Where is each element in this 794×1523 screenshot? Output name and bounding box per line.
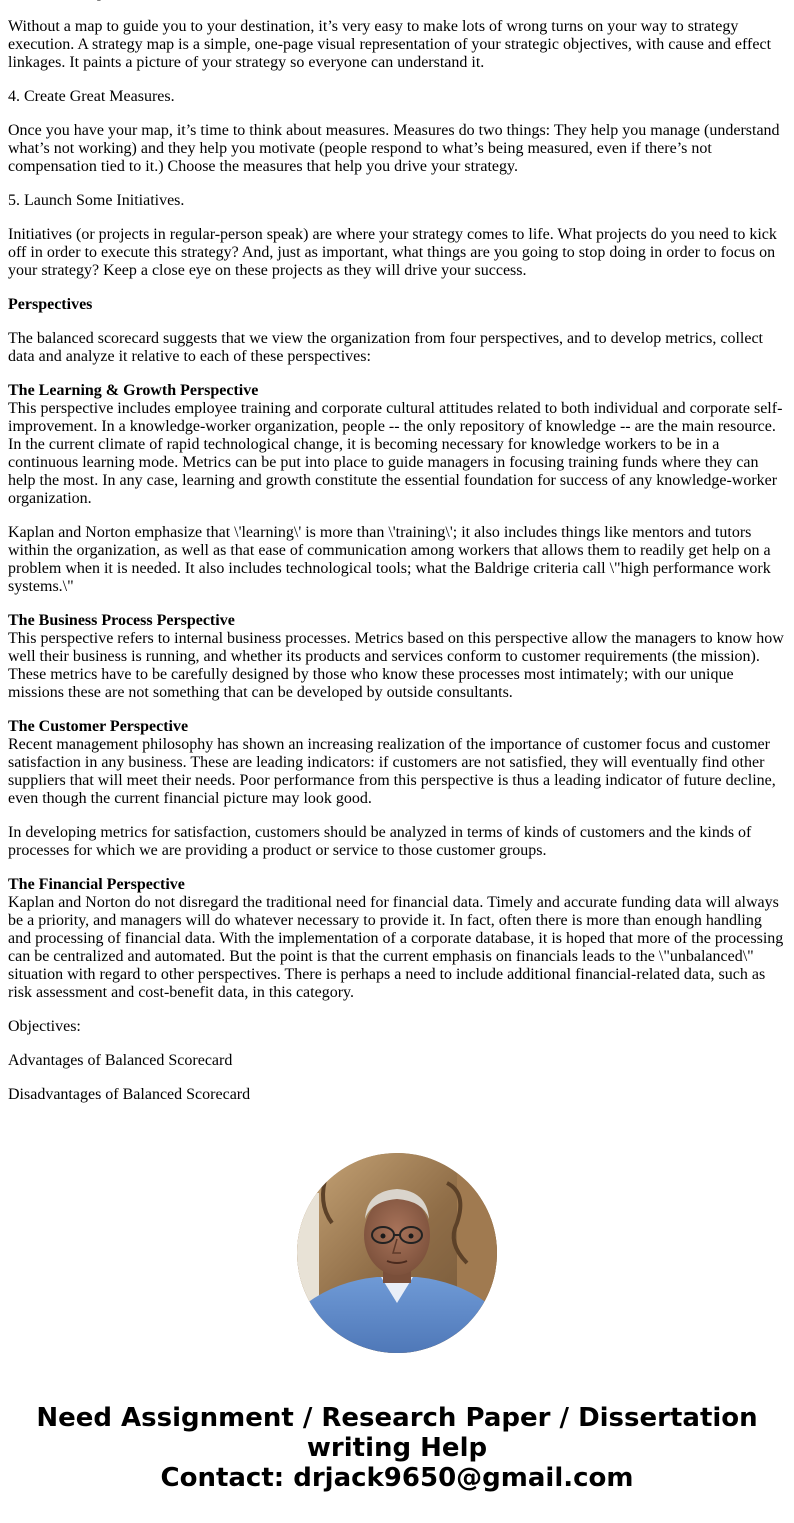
financial-section [8,876,786,1002]
step4-heading: 4. Create Great Measures. [8,88,175,105]
step3-partial [8,0,786,2]
article-body [8,0,786,1120]
author-portrait-image [297,1153,497,1353]
perspectives-intro: The balanced scorecard suggests that we view the organization from four perspectives, and to develop metrics, collect data and analyze it relative to each of these perspectives: [8,330,763,365]
customer-section [8,718,786,808]
cta-contact-line: Contact: drjack9650@gmail.com [160,1463,634,1493]
paragraph-initiatives: Initiatives (or projects in regular-person speak) are where your strategy comes to life. What projects do you need to kick off in order to execute this strategy? And, just as important, what things are you going to stop doing in order to focus on your strategy? Keep a close eye on these projects as they will drive your success. [8,226,777,279]
cta-line-1: Need Assignment / Research Paper / Dissertation [36,1403,758,1433]
learning-section [8,382,786,508]
step5-heading: 5. Launch Some Initiatives. [8,192,185,209]
financial-heading: The Financial Perspective [8,876,185,893]
advantages-label: Advantages of Balanced Scorecard [8,1052,233,1069]
learning-body-2: Kaplan and Norton emphasize that \'learning\' is more than \'training\'; it also includes things like mentors and tutors within the organization, as well as that ease of communication among workers that allows them to readily get help on a problem when it is needed. It also includes technological tools; what the Baldrige criteria call \"high performance work systems.\" [8,524,771,595]
financial-body: Kaplan and Norton do not disregard the traditional need for financial data. Timely and accurate funding data will always be a priority, and managers will do whatever necessary to provide it. In fact, often there is more than enough handling and processing of financial data. With the implementation of a corporate database, it is hoped that more of the processing can be centralized and automated. But the point is that the current emphasis on financials leads to the \"unbalanced\" situation with regard to other perspectives. There is perhaps a need to include additional financial-related data, such as risk assessment and cost-benefit data, in this category. [8,894,784,1001]
author-avatar [297,1153,497,1353]
learning-body: This perspective includes employee training and corporate cultural attitudes related to both individual and corporate self-improvement. In a knowledge-worker organization, people -- the only repository of knowledge -- are the main resource. In the current climate of rapid technological change, it is becoming necessary for knowledge workers to be in a continuous learning mode. Metrics can be put into place to guide managers in focusing training funds where they can help the most. In any case, learning and growth constitute the essential foundation for success of any knowledge-worker organization. [8,400,783,507]
paragraph-measures: Once you have your map, it’s time to think about measures. Measures do two things: They help you manage (understand what’s not working) and they help you motivate (people respond to what’s being measured, even if there’s not compensation tied to it.) Choose the measures that help you drive your strategy. [8,122,780,175]
objectives-label: Objectives: [8,1018,81,1035]
disadvantages-label: Disadvantages of Balanced Scorecard [8,1086,251,1103]
customer-heading: The Customer Perspective [8,718,189,735]
customer-body-2: In developing metrics for satisfaction, customers should be analyzed in terms of kinds of customers and the kinds of processes for which we are providing a product or service to those customer groups. [8,824,752,859]
perspectives-heading-text: Perspectives [8,296,93,313]
customer-body: Recent management philosophy has shown an increasing realization of the importance of customer focus and customer satisfaction in any business. These are leading indicators: if customers are not satisfied, they will eventually find other suppliers that will meet their needs. Poor performance from this perspective is thus a leading indicator of future decline, even though the current financial picture may look good. [8,736,776,807]
learning-heading: The Learning & Growth Perspective [8,382,259,399]
business-body: This perspective refers to internal business processes. Metrics based on this perspective allow the managers to know how well their business is running, and whether its products and services conform to customer requirements (the mission). These metrics have to be carefully designed by those who know these processes most intimately; with our unique missions these are not something that can be developed by outside consultants. [8,630,784,701]
paragraph-map: Without a map to guide you to your destination, it’s very easy to make lots of wrong turns on your way to strategy execution. A strategy map is a simple, one-page visual representation of your strategic objectives, with cause and effect linkages. It paints a picture of your strategy so everyone can understand it. [8,18,772,71]
cta-line-2: writing Help [306,1433,488,1463]
business-heading: The Business Process Perspective [8,612,235,629]
perspectives-heading [8,296,786,314]
contact-banner [0,1403,794,1493]
business-section [8,612,786,702]
